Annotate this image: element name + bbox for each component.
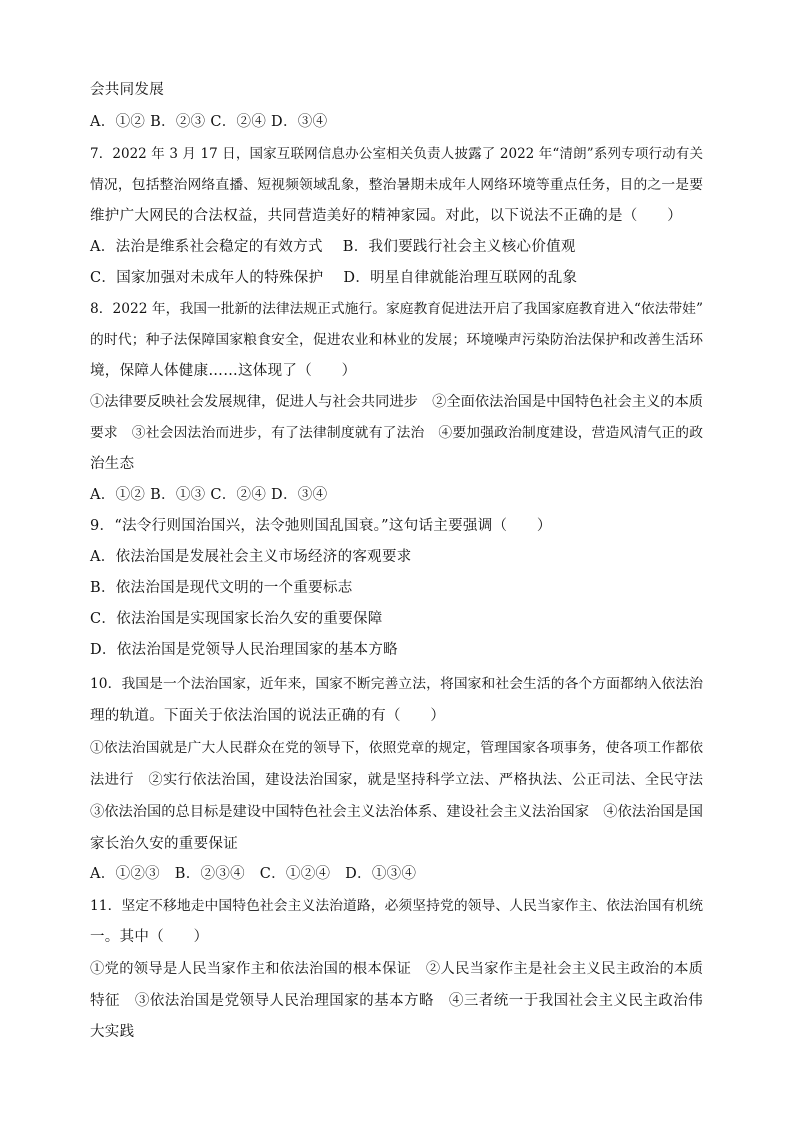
q10-line-6: 家长治久安的重要保证 (90, 836, 238, 852)
q10-line-4: 法进行 ②实行依法治国，建设法治国家，就是坚持科学立法、严格执法、公正司法、全民守法 (90, 772, 703, 788)
q8-line-3: 境，保障人体健康……这体现了（ ） (90, 363, 357, 379)
q11-line-3: ①党的领导是人民当家作主和依法治国的根本保证 ②人民当家作主是社会主义民主政治的本质 (90, 961, 703, 977)
q8-line-5: 要求 ③社会因法治而进步，有了法律制度就有了法治 ④要加强政治制度建设，营造风清气正的政 (90, 425, 703, 441)
carryover-options: A．①② B．②③ C．②④ D．③④ (90, 114, 328, 130)
q10-line-1: 10．我国是一个法治国家，近年来，国家不断完善立法，将国家和社会生活的各个方面都纳入依法治 (90, 676, 703, 692)
q11-line-4: 特征 ③依法治国是党领导人民治理国家的基本方略 ④三者统一于我国社会主义民主政治伟 (90, 993, 703, 1009)
q11-line-1: 11．坚定不移地走中国特色社会主义法治道路，必须坚持党的领导、人民当家作主、依法治国有机统 (90, 898, 703, 914)
q10-line-5: ③依法治国的总目标是建设中国特色社会主义法治体系、建设社会主义法治国家 ④依法治国是国 (90, 804, 703, 820)
q10-options: A．①②③ B．②③④ C．①②④ D．①③④ (90, 866, 417, 882)
q8-line-4: ①法律要反映社会发展规律，促进人与社会共同进步 ②全面依法治国是中国特色社会主义的本质 (90, 394, 703, 410)
q7-options-row-2 (90, 268, 703, 288)
q7-option-c: C．国家加强对未成年人的特殊保护 (90, 270, 324, 286)
q8-line-1: 8．2022 年，我国一批新的法律法规正式施行。家庭教育促进法开启了我国家庭教育进入“依法带娃” (90, 301, 703, 317)
q9-option-c: C．依法治国是实现国家长治久安的重要保障 (90, 611, 383, 627)
q9-option-d: D．依法治国是党领导人民治理国家的基本方略 (90, 642, 398, 658)
q7-option-d: D．明星自律就能治理互联网的乱象 (343, 270, 578, 286)
q7-line-2: 情况，包括整治网络直播、短视频领域乱象，整治暑期未成年人网络环境等重点任务，目的之一是要 (90, 177, 703, 193)
q9-option-b: B．依法治国是现代文明的一个重要标志 (90, 580, 353, 596)
q7-option-b: B．我们要践行社会主义核心价值观 (342, 239, 576, 255)
q8-line-2: 的时代；种子法保障国家粮食安全，促进农业和林业的发展；环境噪声污染防治法保护和改善生活环 (90, 332, 703, 348)
q7-options-row-1 (90, 237, 703, 257)
q11-line-2: 一。其中（ ） (90, 929, 209, 945)
q11-line-5: 大实践 (90, 1024, 135, 1040)
q9-option-a: A．依法治国是发展社会主义市场经济的客观要求 (90, 549, 412, 565)
q8-line-6: 治生态 (90, 456, 135, 472)
q9-stem: 9．“法令行则国治国兴，法令弛则国乱国衰。”这句话主要强调（ ） (90, 518, 552, 534)
q10-line-3: ①依法治国就是广大人民群众在党的领导下，依照党章的规定，管理国家各项事务，使各项工作都依 (90, 740, 703, 756)
carryover-line: 会共同发展 (90, 82, 164, 98)
q10-line-2: 理的轨道。下面关于依法治国的说法正确的有（ ） (90, 708, 446, 724)
q8-options: A．①② B．①③ C．②④ D．③④ (90, 487, 328, 503)
q7-line-1: 7．2022 年 3 月 17 日，国家互联网信息办公室相关负责人披露了 2022 年“清朗”系列专项行动有关 (90, 146, 703, 162)
q7-line-3: 维护广大网民的合法权益，共同营造美好的精神家园。对此，以下说法不正确的是（ ） (90, 208, 682, 224)
q7-option-a: A．法治是维系社会稳定的有效方式 (90, 239, 323, 255)
